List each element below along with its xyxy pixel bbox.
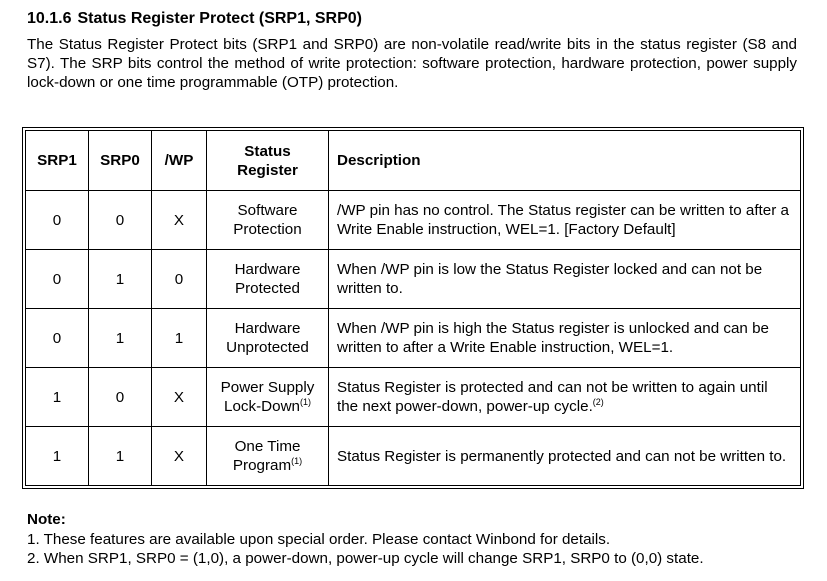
cell-description	[329, 368, 801, 427]
status-text: Hardware Unprotected	[226, 320, 309, 356]
intro-paragraph: The Status Register Protect bits (SRP1 and SRP0) are non-volatile read/write bits in the status register (S8 and S7). The SRP bits control the method of write protection: software protection, hardware protection, power supply lock-down or one time programmable (OTP) protection.	[27, 36, 797, 91]
cell-description	[329, 309, 801, 368]
cell-srp0: 1	[89, 250, 152, 309]
cell-status	[207, 191, 329, 250]
note-list	[27, 530, 704, 568]
cell-srp0: 1	[89, 309, 152, 368]
description-text: Status Register is permanently protected and can not be written to.	[337, 447, 787, 465]
note-title: Note:	[27, 511, 66, 528]
description-text: When /WP pin is high the Status register is unlocked and can be written to after a Write Enable instruction, WEL=1.	[337, 320, 769, 356]
section-title: Status Register Protect (SRP1, SRP0)	[77, 10, 363, 27]
cell-srp0: 1	[89, 427, 152, 486]
description-text: When /WP pin is low the Status Register locked and can not be written to.	[337, 261, 763, 297]
cell-wp: X	[152, 191, 207, 250]
footnote-ref: (1)	[299, 397, 311, 407]
cell-status	[207, 368, 329, 427]
srp-table-frame	[22, 127, 804, 489]
cell-wp: X	[152, 427, 207, 486]
footnote-ref: (2)	[592, 397, 604, 407]
status-text: One Time Program	[232, 438, 301, 474]
cell-srp0: 0	[89, 368, 152, 427]
table-row	[26, 427, 801, 486]
footnote-ref: (1)	[291, 456, 303, 466]
header-status-register: Status Register	[207, 131, 329, 191]
table-row	[26, 250, 801, 309]
cell-description	[329, 427, 801, 486]
cell-srp0: 0	[89, 191, 152, 250]
table-row	[26, 191, 801, 250]
header-srp0: SRP0	[89, 131, 152, 191]
cell-wp: 0	[152, 250, 207, 309]
table-header-row	[26, 131, 801, 191]
note-item: 1. These features are available upon special order. Please contact Winbond for details.	[27, 531, 611, 548]
section-number: 10.1.6	[27, 10, 72, 27]
status-text: Software Protection	[233, 202, 302, 238]
cell-status	[207, 309, 329, 368]
description-text: Status Register is protected and can not be written to again until the next power-down, power-up cycle.	[337, 379, 768, 415]
description-text: /WP pin has no control. The Status register can be written to after a Write Enable instruction, WEL=1. [Factory Default]	[337, 202, 789, 238]
header-wp: /WP	[152, 131, 207, 191]
status-text: Hardware Protected	[234, 261, 301, 297]
cell-description	[329, 250, 801, 309]
cell-srp1: 1	[26, 368, 89, 427]
srp-table	[25, 130, 801, 486]
cell-srp1: 0	[26, 309, 89, 368]
cell-wp: X	[152, 368, 207, 427]
cell-srp1: 0	[26, 250, 89, 309]
cell-status	[207, 427, 329, 486]
table-row	[26, 309, 801, 368]
status-text: Power Supply Lock-Down	[220, 379, 315, 415]
header-description: Description	[329, 131, 801, 191]
cell-description	[329, 191, 801, 250]
table-row	[26, 368, 801, 427]
note-item: 2. When SRP1, SRP0 = (1,0), a power-down, power-up cycle will change SRP1, SRP0 to (0,0) state.	[27, 550, 704, 567]
cell-srp1: 0	[26, 191, 89, 250]
header-srp1: SRP1	[26, 131, 89, 191]
section-heading	[27, 10, 362, 28]
cell-srp1: 1	[26, 427, 89, 486]
cell-wp: 1	[152, 309, 207, 368]
cell-status	[207, 250, 329, 309]
